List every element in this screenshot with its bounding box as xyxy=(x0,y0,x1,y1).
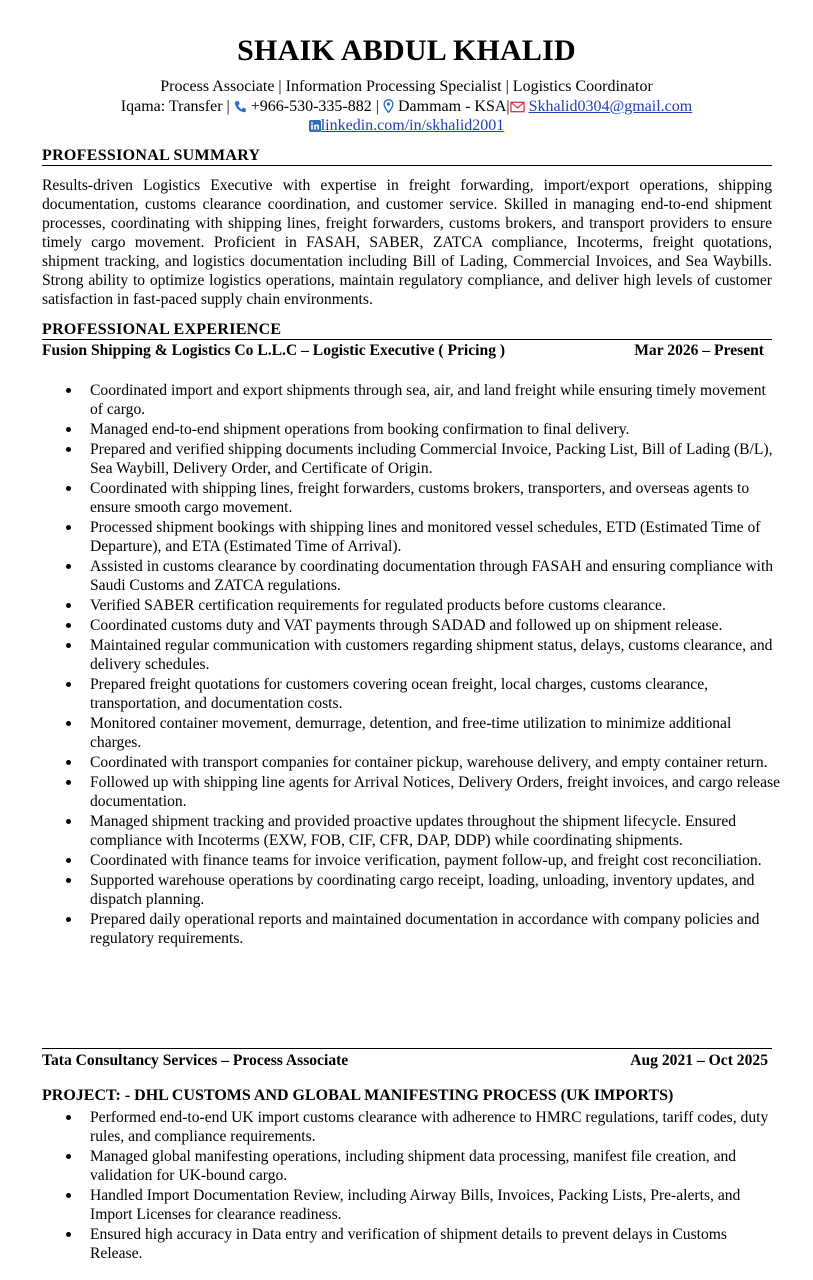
bullet-item: Verified SABER certification requirements for regulated products before customs clearance. xyxy=(90,596,780,615)
job-header xyxy=(42,342,764,360)
summary-text: Results-driven Logistics Executive with expertise in freight forwarding, import/export operations, shipping documentation, customs clearance coordination, and customer service. Skilled in managing end-to-end shipment processes, coordinating with shipping lines, freight forwarders, customs brokers, and transport providers to ensure timely cargo movement. Proficient in FASAH, SABER, ZATCA compliance, Incoterms, freight quotations, shipment tracking, and logistics documentation including Bill of Lading, Commercial Invoices, and Sea Waybills. Strong ability to optimize logistics operations, maintain regulatory compliance, and deliver high levels of customer satisfaction in fast-paced supply chain environments. xyxy=(42,177,772,308)
bullet-item: Prepared freight quotations for customers covering ocean freight, local charges, customs clearance, transportation, and documentation costs. xyxy=(90,675,780,713)
job-header xyxy=(42,1052,768,1070)
job-divider xyxy=(42,1048,772,1049)
job-bullets xyxy=(42,381,780,949)
iqama-status: Iqama: Transfer | xyxy=(120,98,230,115)
bullet-item: Monitored container movement, demurrage, detention, and free-time utilization to minimize additional charges. xyxy=(90,714,780,752)
experience-heading: PROFESSIONAL EXPERIENCE xyxy=(42,321,282,338)
bullet-item: Ensured high accuracy in Data entry and verification of shipment details to prevent delays in Customs Release. xyxy=(90,1225,780,1263)
location-pin-icon xyxy=(383,99,394,118)
bullet-item: Followed up with shipping line agents for Arrival Notices, Delivery Orders, freight invoices, and cargo release documentation. xyxy=(90,774,780,810)
job-bullets xyxy=(42,1108,780,1264)
bullet-item: Processed shipment bookings with shipping lines and monitored vessel schedules, ETD (Estimated Time of Departure), and ETA (Estimated Time of Arrival). xyxy=(90,518,780,556)
location: Dammam - KSA| xyxy=(397,98,510,115)
contact-line xyxy=(0,98,813,118)
bullet-item: Coordinated customs duty and VAT payments through SADAD and followed up on shipment release. xyxy=(90,616,780,635)
job-dates: Aug 2021 – Oct 2025 xyxy=(630,1052,768,1069)
bullet-item: Coordinated with shipping lines, freight forwarders, customs brokers, transporters, and overseas agents to ensure smooth cargo movement. xyxy=(90,479,780,517)
candidate-name: SHAIK ABDUL KHALID xyxy=(237,34,576,67)
bullet-item: Prepared daily operational reports and maintained documentation in accordance with company policies and regulatory requirements. xyxy=(90,910,780,948)
linkedin-icon xyxy=(309,119,321,137)
bullet-item: Coordinated with transport companies for container pickup, warehouse delivery, and empty container return. xyxy=(90,753,780,772)
summary-heading: PROFESSIONAL SUMMARY xyxy=(42,147,261,164)
job-titles: Process Associate | Information Processing Specialist | Logistics Coordinator xyxy=(160,78,653,95)
bullet-item: Supported warehouse operations by coordinating cargo receipt, loading, unloading, inventory updates, and dispatch planning. xyxy=(90,871,780,909)
bullet-item: Managed shipment tracking and provided proactive updates throughout the shipment lifecycle. Ensured compliance with Incoterms (EXW, FOB, CIF, CFR, DAP, DDP) while coordinating shipments. xyxy=(90,812,780,850)
bullet-item: Managed global manifesting operations, including shipment data processing, manifest file creation, and validation for UK-bound cargo. xyxy=(90,1147,780,1185)
phone-number[interactable]: +966-530-335-882 | xyxy=(250,98,379,115)
summary-divider xyxy=(42,165,772,166)
job-title: Fusion Shipping & Logistics Co L.L.C – Logistic Executive ( Pricing ) xyxy=(42,342,506,359)
phone-icon xyxy=(234,100,247,118)
linkedin-line xyxy=(0,117,813,137)
project-title: PROJECT: - DHL CUSTOMS AND GLOBAL MANIFESTING PROCESS (UK IMPORTS) xyxy=(42,1087,674,1104)
bullet-item: Coordinated import and export shipments through sea, air, and land freight while ensuring timely movement of cargo. xyxy=(90,381,780,419)
job-title: Tata Consultancy Services – Process Associate xyxy=(42,1052,349,1069)
linkedin-link[interactable]: linkedin.com/in/skhalid2001 xyxy=(320,117,505,134)
bullet-item: Performed end-to-end UK import customs clearance with adherence to HMRC regulations, tariff codes, duty rules, and compliance requirements. xyxy=(90,1108,780,1146)
bullet-item: Managed end-to-end shipment operations from booking confirmation to final delivery. xyxy=(90,420,780,439)
bullet-item: Coordinated with finance teams for invoice verification, payment follow-up, and freight cost reconciliation. xyxy=(90,851,780,870)
bullet-item: Prepared and verified shipping documents including Commercial Invoice, Packing List, Bill of Lading (B/L), Sea Waybill, Delivery Order, and Certificate of Origin. xyxy=(90,440,780,478)
bullet-item: Maintained regular communication with customers regarding shipment status, delays, customs clearance, and delivery schedules. xyxy=(90,636,780,674)
email-icon xyxy=(510,100,525,118)
bullet-item: Assisted in customs clearance by coordinating documentation through FASAH and ensuring compliance with Saudi Customs and ZATCA regulations. xyxy=(90,557,780,595)
experience-divider xyxy=(42,339,772,340)
job-dates: Mar 2026 – Present xyxy=(634,342,764,359)
bullet-item: Handled Import Documentation Review, including Airway Bills, Invoices, Packing Lists, Pre-alerts, and Import Licenses for clearance readiness. xyxy=(90,1186,780,1224)
email-link[interactable]: Skhalid0304@gmail.com xyxy=(528,98,693,115)
